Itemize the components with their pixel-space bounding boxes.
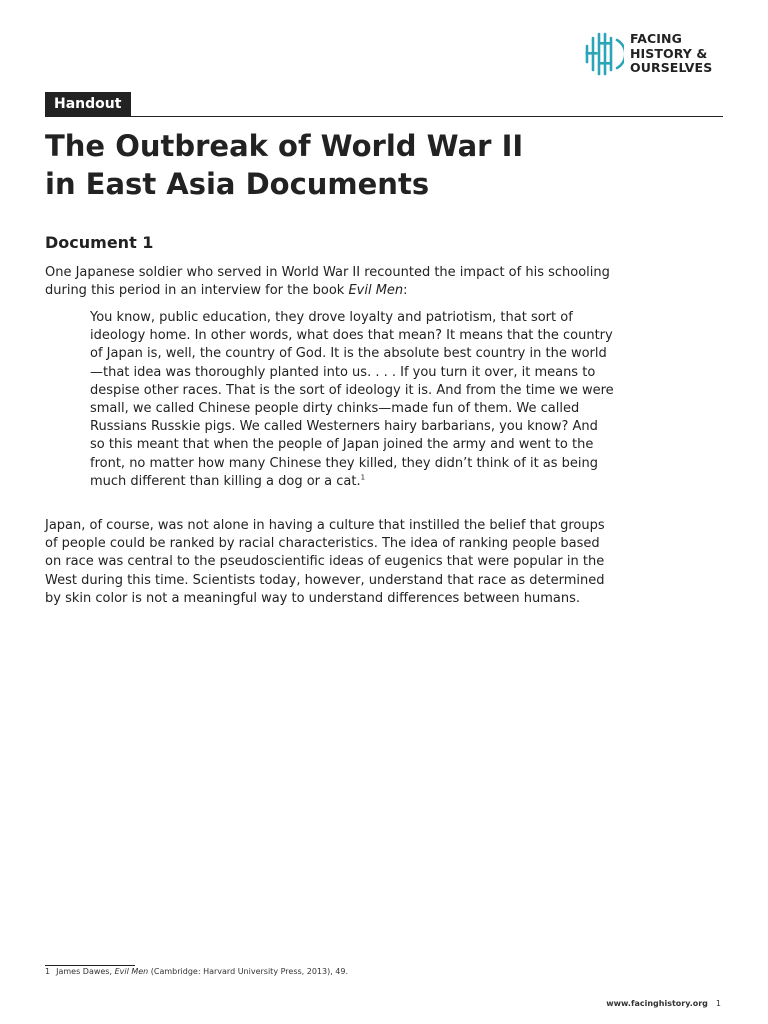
page-number: 1 [715,999,721,1008]
footnote-reference: 1 [360,473,366,482]
footnote [45,966,645,978]
body-paragraph: Japan, of course, was not alone in having a culture that instilled the belief that groups of people could be ranked by racial characteristics. The idea of ranking people based on race was central to the pseudoscientific ideas of eugenics that were popular in the West during this time. Scientists today, however, understand that race as determined by skin color is not a meaningful way to understand differences between humans. [45,518,605,606]
page-title [45,127,705,203]
facing-history-logo [584,32,726,78]
intro-text: One Japanese soldier who served in World War II recounted the impact of his schooling during this period in an interview for the book [45,265,610,298]
footnote-citation: (Cambridge: Harvard University Press, 2013), 49. [148,967,349,976]
intro-paragraph [45,264,615,300]
footnote-book-title: Evil Men [114,967,149,976]
block-quote [90,309,614,491]
page-footer [606,998,721,1010]
title-line-1: The Outbreak of World War II [45,129,524,163]
logo-line-3: OURSELVES [630,60,713,75]
header-divider [45,116,723,117]
logo-mark-icon [584,32,624,76]
logo-line-1: FACING [630,31,682,46]
intro-punctuation: : [403,283,408,298]
intro-book-title: Evil Men [348,283,404,298]
footer-url[interactable]: www.facinghistory.org [606,999,708,1008]
document-heading: Document 1 [45,233,154,252]
handout-badge: Handout [45,92,131,117]
quote-text: You know, public education, they drove loyalty and patriotism, that sort of ideology home. In other words, what does that mean? It means that the country of Japan is, well, the country of God. It is the absolute best country in the world—that idea was thoroughly planted into us. . . . If you turn it over, it means to despise other races. That is the sort of ideology it is. And from the time we were small, we called Chinese people dirty chinks—made fun of them. We called Russians Russkie pigs. We called Westerners hairy barbarians, you know? And so this meant that when the people of Japan joined the army and went to the front, no matter how many Chinese they killed, they didn’t think of it as being much different than killing a dog or a cat. [90,310,614,489]
logo-line-2: HISTORY & [630,45,708,61]
footnote-number: 1 [45,967,51,976]
title-line-2: in East Asia Documents [45,167,430,201]
footnote-author: James Dawes, [56,967,115,976]
logo-wordmark [630,32,712,76]
